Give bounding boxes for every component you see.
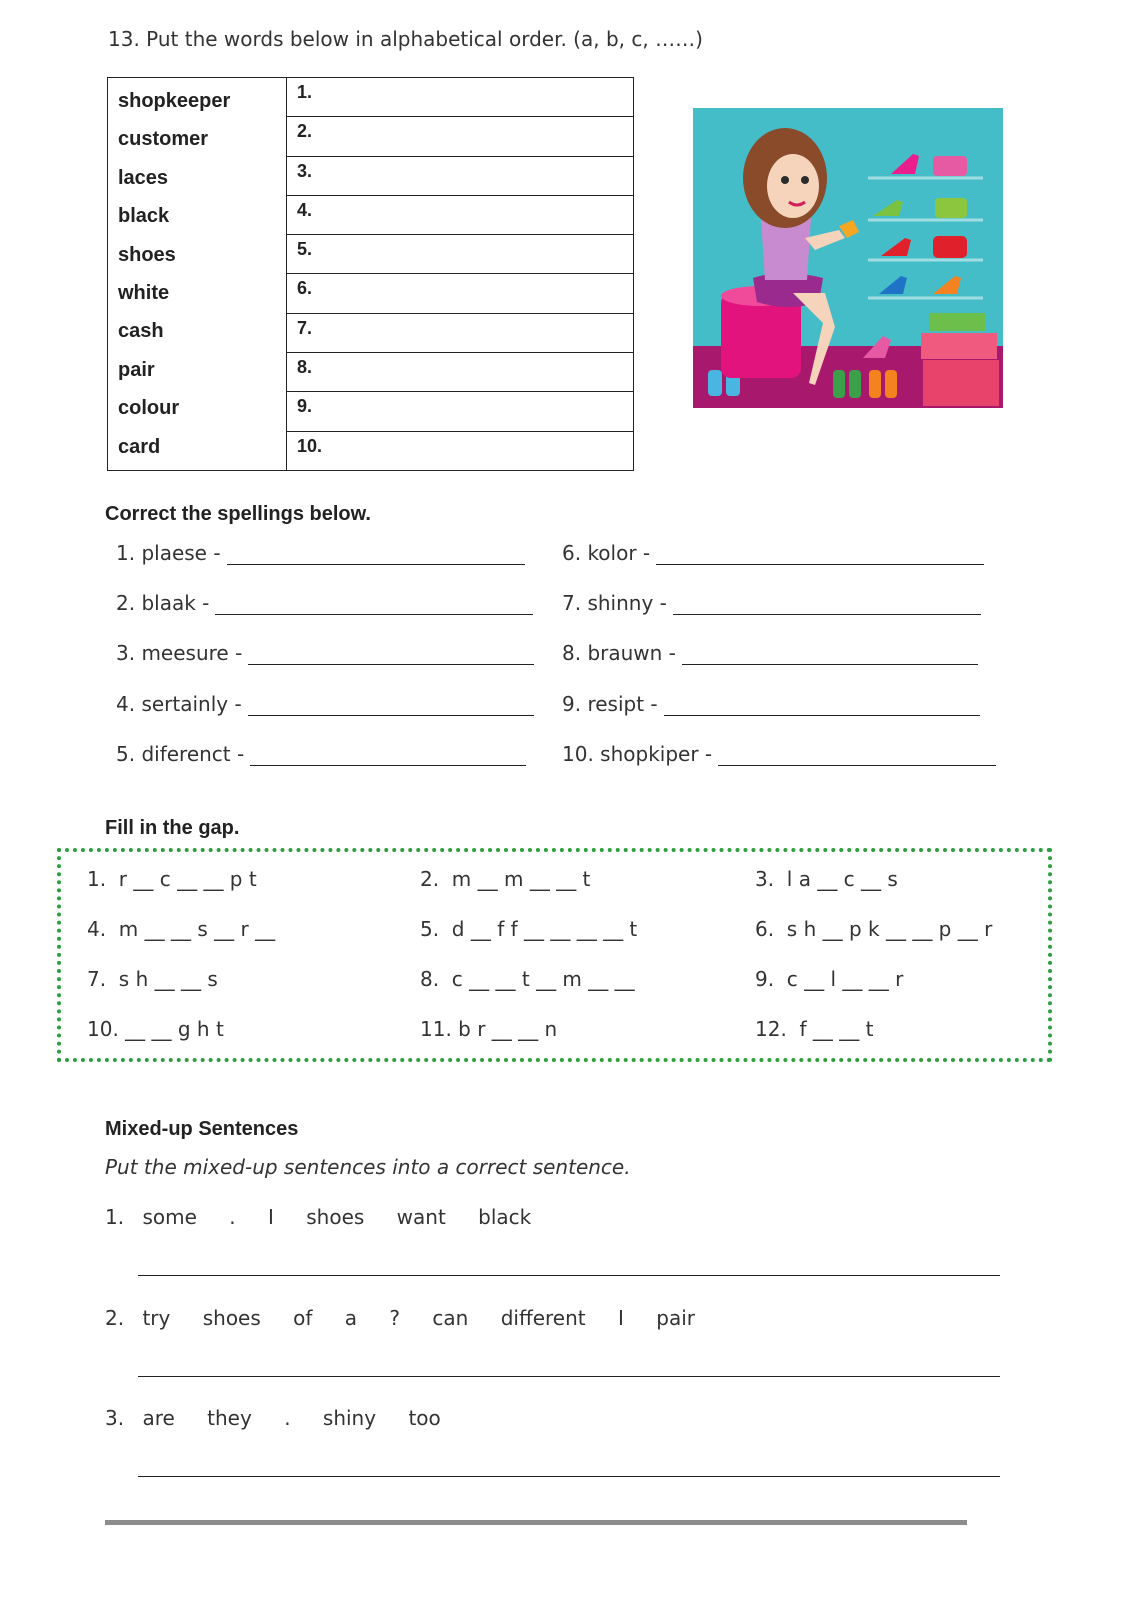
spelling-item: 10. shopkiper - xyxy=(562,742,996,766)
word-item: pair xyxy=(118,358,155,381)
word-item: shoes xyxy=(118,243,176,266)
word-item: white xyxy=(118,281,170,304)
mixed-sentences-instruction: Put the mixed-up sentences into a correct sentence. xyxy=(105,1155,631,1179)
sentence-number: 2. xyxy=(105,1306,125,1330)
fill-gap-heading: Fill in the gap. xyxy=(105,817,240,839)
word-chip: are xyxy=(142,1406,175,1430)
answer-line[interactable] xyxy=(215,596,533,615)
answer-line[interactable] xyxy=(248,697,534,716)
gap-item: 6. s h __ p k __ __ p __ r xyxy=(755,917,993,941)
answer-cell[interactable]: 9. xyxy=(287,392,634,431)
answer-cell[interactable]: 5. xyxy=(287,235,634,274)
gap-item: 2. m __ m __ __ t xyxy=(420,867,591,891)
gap-item: 7. s h __ __ s xyxy=(87,967,218,991)
spelling-heading: Correct the spellings below. xyxy=(105,503,371,525)
word-item: card xyxy=(118,435,161,458)
word-item: cash xyxy=(118,320,164,343)
word-chip: a xyxy=(344,1306,358,1330)
answer-line[interactable] xyxy=(250,747,526,766)
word-chip: pair xyxy=(656,1306,695,1330)
mixed-sentences-heading: Mixed-up Sentences xyxy=(105,1118,299,1140)
word-item: laces xyxy=(118,166,169,189)
gap-item: 10. __ __ g h t xyxy=(87,1017,224,1041)
spelling-item: 9. resipt - xyxy=(562,692,980,716)
word-item: shopkeeper xyxy=(118,90,231,112)
gap-item: 5. d __ f f __ __ __ __ t xyxy=(420,917,638,941)
spelling-item: 6. kolor - xyxy=(562,541,984,565)
word-chip: shoes xyxy=(306,1205,365,1229)
answer-cell[interactable]: 1. xyxy=(287,78,634,117)
gap-item: 8. c __ __ t __ m __ __ xyxy=(420,967,635,991)
word-chip: I xyxy=(267,1205,274,1229)
spelling-item: 1. plaese - xyxy=(116,541,525,565)
answer-line[interactable] xyxy=(227,546,525,565)
answer-cell[interactable]: 7. xyxy=(287,313,634,352)
answer-line[interactable] xyxy=(718,747,996,766)
gap-item: 9. c __ l __ __ r xyxy=(755,967,904,991)
word-chip: want xyxy=(396,1205,446,1229)
answer-line[interactable] xyxy=(138,1275,1000,1276)
answer-line[interactable] xyxy=(682,646,978,665)
answer-line[interactable] xyxy=(664,697,980,716)
answer-line[interactable] xyxy=(656,546,984,565)
sentence-number: 3. xyxy=(105,1406,125,1430)
word-chip: . xyxy=(229,1205,236,1229)
word-chip: too xyxy=(408,1406,441,1430)
word-chip: of xyxy=(293,1306,313,1330)
spelling-item: 2. blaak - xyxy=(116,591,533,615)
word-chip: shiny xyxy=(322,1406,377,1430)
answer-cell[interactable]: 8. xyxy=(287,352,634,391)
gap-item: 1. r __ c __ __ p t xyxy=(87,867,257,891)
answer-line[interactable] xyxy=(138,1376,1000,1377)
answer-line[interactable] xyxy=(673,596,981,615)
footer-divider xyxy=(105,1520,967,1525)
word-chip: I xyxy=(618,1306,624,1330)
word-item: black xyxy=(118,205,170,228)
answer-cell[interactable]: 10. xyxy=(287,431,634,470)
word-chip: try xyxy=(142,1306,171,1330)
spelling-item: 8. brauwn - xyxy=(562,641,978,665)
spelling-item: 4. sertainly - xyxy=(116,692,534,716)
word-chip: shoes xyxy=(202,1306,261,1330)
shoe-shop-illustration xyxy=(693,108,1003,408)
answer-cell[interactable]: 6. xyxy=(287,274,634,313)
sentence-number: 1. xyxy=(105,1205,125,1229)
word-chip: they xyxy=(207,1406,252,1430)
spelling-item: 7. shinny - xyxy=(562,591,981,615)
answer-cell[interactable]: 4. xyxy=(287,195,634,234)
word-item: colour xyxy=(118,397,180,420)
answer-cell[interactable]: 2. xyxy=(287,117,634,156)
gap-item: 4. m __ __ s __ r __ xyxy=(87,917,276,941)
answer-line[interactable] xyxy=(138,1476,1000,1477)
word-list-cell xyxy=(108,78,287,471)
mixed-sentence-3 xyxy=(105,1406,467,1430)
gap-item: 12. f __ __ t xyxy=(755,1017,874,1041)
gap-item: 3. l a __ c __ s xyxy=(755,867,898,891)
word-chip: some xyxy=(142,1205,197,1229)
mixed-sentence-2 xyxy=(105,1306,721,1330)
word-item: customer xyxy=(118,128,209,151)
answer-line[interactable] xyxy=(248,646,534,665)
spelling-item: 3. meesure - xyxy=(116,641,534,665)
spelling-item: 5. diferenct - xyxy=(116,742,526,766)
word-chip: different xyxy=(500,1306,586,1330)
alphabetical-order-table xyxy=(107,77,634,471)
word-chip: black xyxy=(478,1205,532,1229)
word-chip: can xyxy=(432,1306,469,1330)
mixed-sentence-1 xyxy=(105,1205,557,1229)
word-chip: ? xyxy=(389,1306,401,1330)
answer-cell[interactable]: 3. xyxy=(287,156,634,195)
gap-item: 11. b r __ __ n xyxy=(420,1017,558,1041)
word-chip: . xyxy=(284,1406,291,1430)
alphabetical-order-instruction: 13. Put the words below in alphabetical order. (a, b, c, ……) xyxy=(108,27,703,51)
